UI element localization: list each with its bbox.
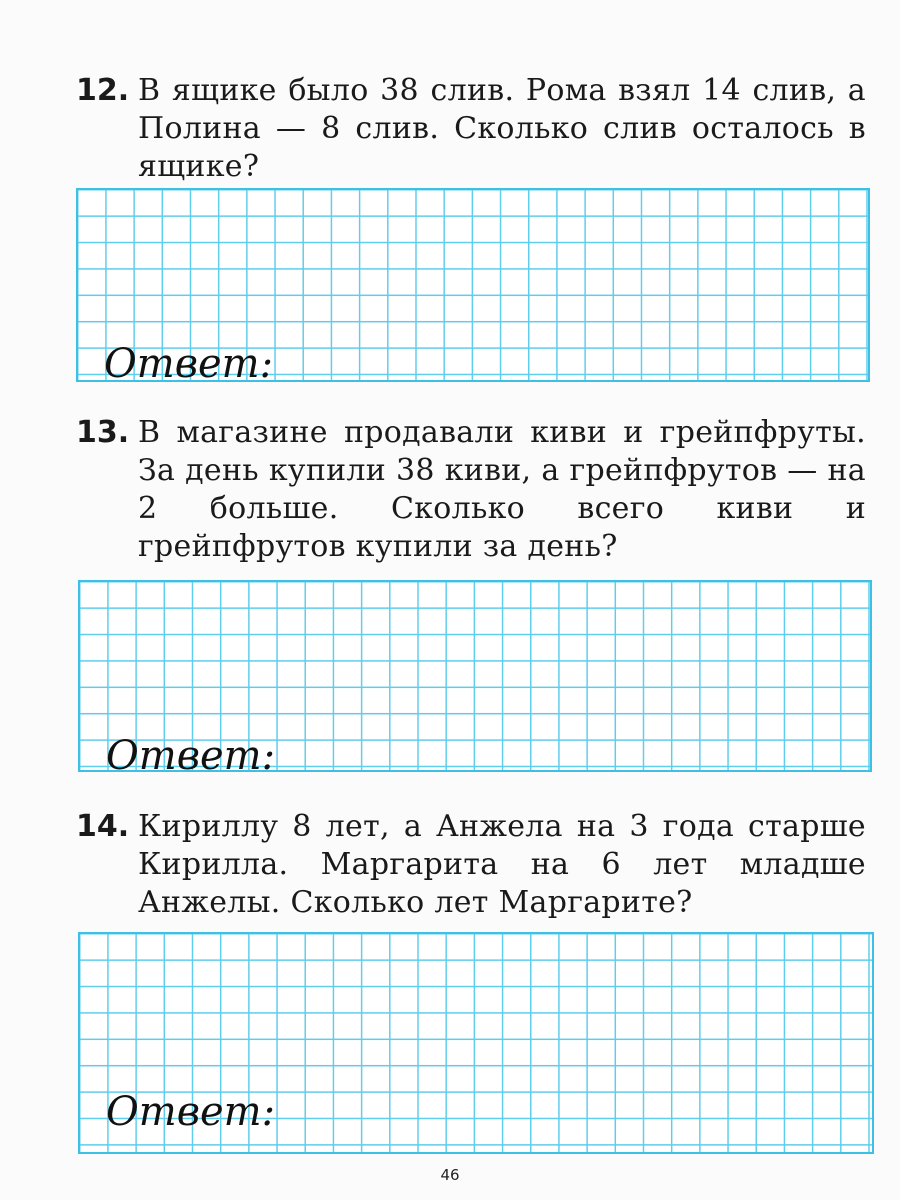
answer-label: Ответ: [106, 733, 276, 779]
task-text: Кириллу 8 лет, а Анжела на 3 года старше Кирилла. Маргарита на 6 лет младше Анжелы. Сколько лет Маргарите? [138, 809, 866, 920]
task-number: 13. [76, 415, 130, 450]
task-number: 12. [76, 73, 130, 108]
answer-label: Ответ: [106, 1089, 276, 1135]
page-number: 46 [440, 1166, 460, 1184]
task-text: В магазине продавали киви и грейпфруты. За день купили 38 киви, а грейпфрутов — на 2 больше. Сколько всего киви и грейпфрутов купили за день? [138, 415, 866, 564]
task-number: 14. [76, 809, 130, 844]
task-text: В ящике было 38 слив. Рома взял 14 слив, а Полина — 8 слив. Сколько слив осталось в ящике? [138, 73, 866, 184]
answer-label: Ответ: [104, 341, 274, 387]
